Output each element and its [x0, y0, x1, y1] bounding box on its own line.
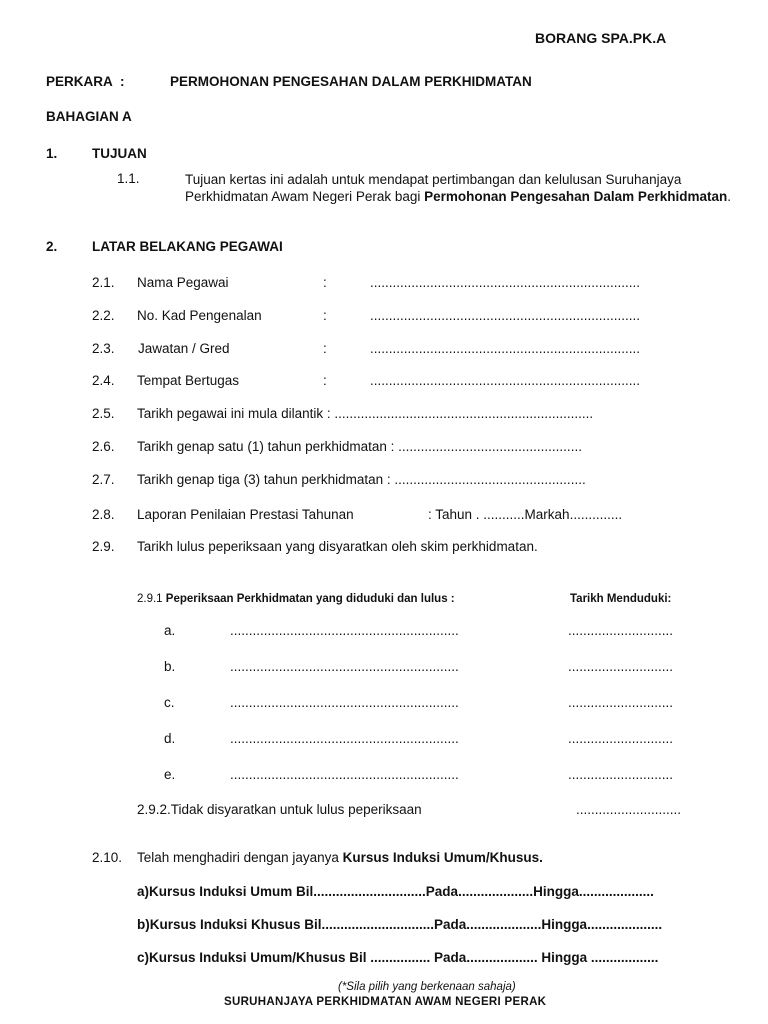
- field-number: 2.1.: [92, 275, 115, 290]
- form-code: BORANG SPA.PK.A: [535, 30, 667, 46]
- kursus-line-b[interactable]: b)Kursus Induksi Khusus Bil..............................Pada....................Hingga....................: [137, 917, 663, 932]
- kursus-line-c[interactable]: c)Kursus Induksi Umum/Khusus Bil ................ Pada................... Hingga ..................: [137, 950, 659, 965]
- section1-number: 1.: [46, 146, 58, 161]
- item-2-8-value[interactable]: : Tahun . ...........Markah..............: [428, 507, 623, 522]
- footer-org: SURUHANJAYA PERKHIDMATAN AWAM NEGERI PERAK: [224, 996, 547, 1008]
- field-colon: :: [323, 308, 327, 323]
- item-2-9-1-heading: 2.9.1 Peperiksaan Perkhidmatan yang diduduki dan lulus :: [137, 593, 455, 605]
- row-letter: d.: [164, 731, 176, 746]
- field-jawatan-input[interactable]: ........................................................................: [370, 341, 641, 356]
- item-2-7-number: 2.7.: [92, 472, 115, 487]
- field-tempat-input[interactable]: ........................................................................: [370, 373, 641, 388]
- section2-number: 2.: [46, 239, 58, 254]
- field-number: 2.2.: [92, 308, 115, 323]
- item-2-10-text: Telah menghadiri dengan jayanya Kursus Induksi Umum/Khusus.: [137, 850, 543, 865]
- field-colon: :: [323, 341, 327, 356]
- item-2-9-text: Tarikh lulus peperiksaan yang disyaratkan oleh skim perkhidmatan.: [137, 539, 538, 554]
- item-2-8-text: Laporan Penilaian Prestasi Tahunan: [137, 507, 354, 522]
- item-2-8-number: 2.8.: [92, 507, 115, 522]
- item-2-5-text[interactable]: Tarikh pegawai ini mula dilantik : .....................................................................: [137, 406, 594, 421]
- item-2-6-number: 2.6.: [92, 439, 115, 454]
- field-colon: :: [323, 373, 327, 388]
- field-number: 2.3.: [92, 341, 115, 356]
- field-label-tempat: Tempat Bertugas: [137, 373, 240, 388]
- field-label-kad: No. Kad Pengenalan: [137, 308, 262, 323]
- section2-title: LATAR BELAKANG PEGAWAI: [92, 239, 283, 254]
- row-letter: b.: [164, 659, 176, 674]
- perkara-colon: :: [120, 74, 125, 89]
- field-nama-input[interactable]: ........................................................................: [370, 275, 641, 290]
- bahagian-heading: BAHAGIAN A: [46, 109, 132, 124]
- perkara-label: PERKARA: [46, 74, 113, 89]
- row-letter: c.: [164, 695, 175, 710]
- item-1-1-number: 1.1.: [117, 171, 140, 186]
- field-colon: :: [323, 275, 327, 290]
- date-input[interactable]: ............................: [568, 659, 674, 674]
- field-label-nama: Nama Pegawai: [137, 275, 229, 290]
- exam-input[interactable]: .............................................................: [230, 623, 459, 638]
- item-1-1-text: Tujuan kertas ini adalah untuk mendapat pertimbangan dan kelulusan Suruhanjaya Perkhidmatan Awam Negeri Perak bagi Permohonan Pengesahan Dalam Perkhidmatan.: [185, 172, 731, 204]
- item-2-7-text[interactable]: Tarikh genap tiga (3) tahun perkhidmatan : ...................................................: [137, 472, 586, 487]
- kursus-line-a[interactable]: a)Kursus Induksi Umum Bil..............................Pada....................Hingga....................: [137, 884, 654, 899]
- item-2-6-text[interactable]: Tarikh genap satu (1) tahun perkhidmatan : .................................................: [137, 439, 582, 454]
- item-2-5-number: 2.5.: [92, 406, 115, 421]
- date-input[interactable]: ............................: [568, 731, 674, 746]
- item-2-10-number: 2.10.: [92, 850, 123, 865]
- exam-input[interactable]: .............................................................: [230, 695, 459, 710]
- field-number: 2.4.: [92, 373, 115, 388]
- field-label-jawatan: Jawatan / Gred: [138, 341, 230, 356]
- date-header: Tarikh Menduduki:: [570, 593, 672, 605]
- item-2-9-number: 2.9.: [92, 539, 115, 554]
- date-input[interactable]: ............................: [568, 623, 674, 638]
- exam-input[interactable]: .............................................................: [230, 659, 459, 674]
- row-letter: a.: [164, 623, 176, 638]
- perkara-title: PERMOHONAN PENGESAHAN DALAM PERKHIDMATAN: [170, 74, 532, 89]
- date-input[interactable]: ............................: [568, 695, 674, 710]
- item-2-9-2-text: 2.9.2.Tidak disyaratkan untuk lulus peperiksaan: [137, 802, 422, 817]
- field-kad-input[interactable]: ........................................................................: [370, 308, 641, 323]
- row-letter: e.: [164, 767, 176, 782]
- exam-input[interactable]: .............................................................: [230, 767, 459, 782]
- footnote: (*Sila pilih yang berkenaan sahaja): [338, 981, 516, 993]
- item-2-9-2-input[interactable]: ............................: [576, 802, 682, 817]
- date-input[interactable]: ............................: [568, 767, 674, 782]
- exam-input[interactable]: .............................................................: [230, 731, 459, 746]
- section1-title: TUJUAN: [92, 146, 147, 161]
